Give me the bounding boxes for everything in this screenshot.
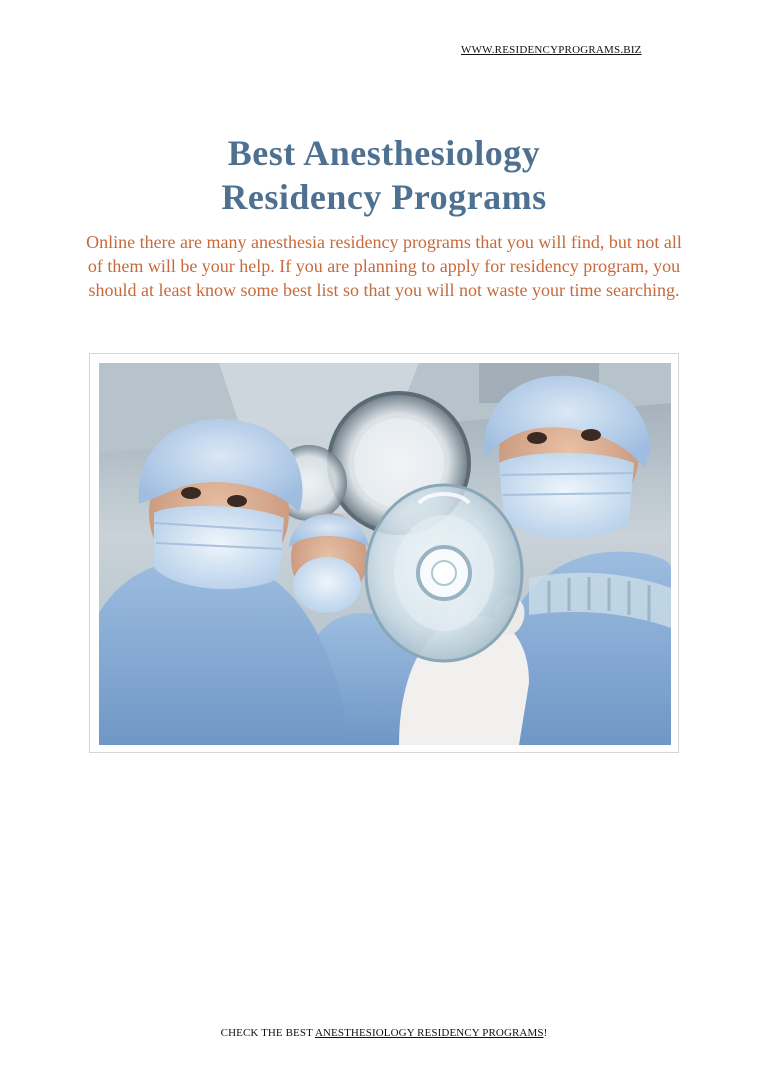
footer-prefix: CHECK THE BEST bbox=[220, 1027, 313, 1039]
page-title bbox=[0, 131, 768, 219]
footer-suffix: ! bbox=[543, 1027, 548, 1039]
footer-cta bbox=[0, 1027, 768, 1039]
footer-programs-link[interactable]: ANESTHESIOLOGY RESIDENCY PROGRAMS bbox=[314, 1027, 544, 1039]
intro-paragraph: Online there are many anesthesia residency programs that you will find, but not all of them will be your help. If you are planning to apply for residency program, you should at least know some best list so that you will not waste your time searching. bbox=[86, 232, 682, 300]
photo-frame bbox=[89, 353, 679, 753]
title-line-2: Residency Programs bbox=[221, 177, 547, 217]
site-url-link[interactable]: WWW.RESIDENCYPROGRAMS.BIZ bbox=[461, 44, 642, 56]
title-line-1: Best Anesthesiology bbox=[227, 133, 541, 173]
surgeons-photo bbox=[99, 363, 671, 745]
